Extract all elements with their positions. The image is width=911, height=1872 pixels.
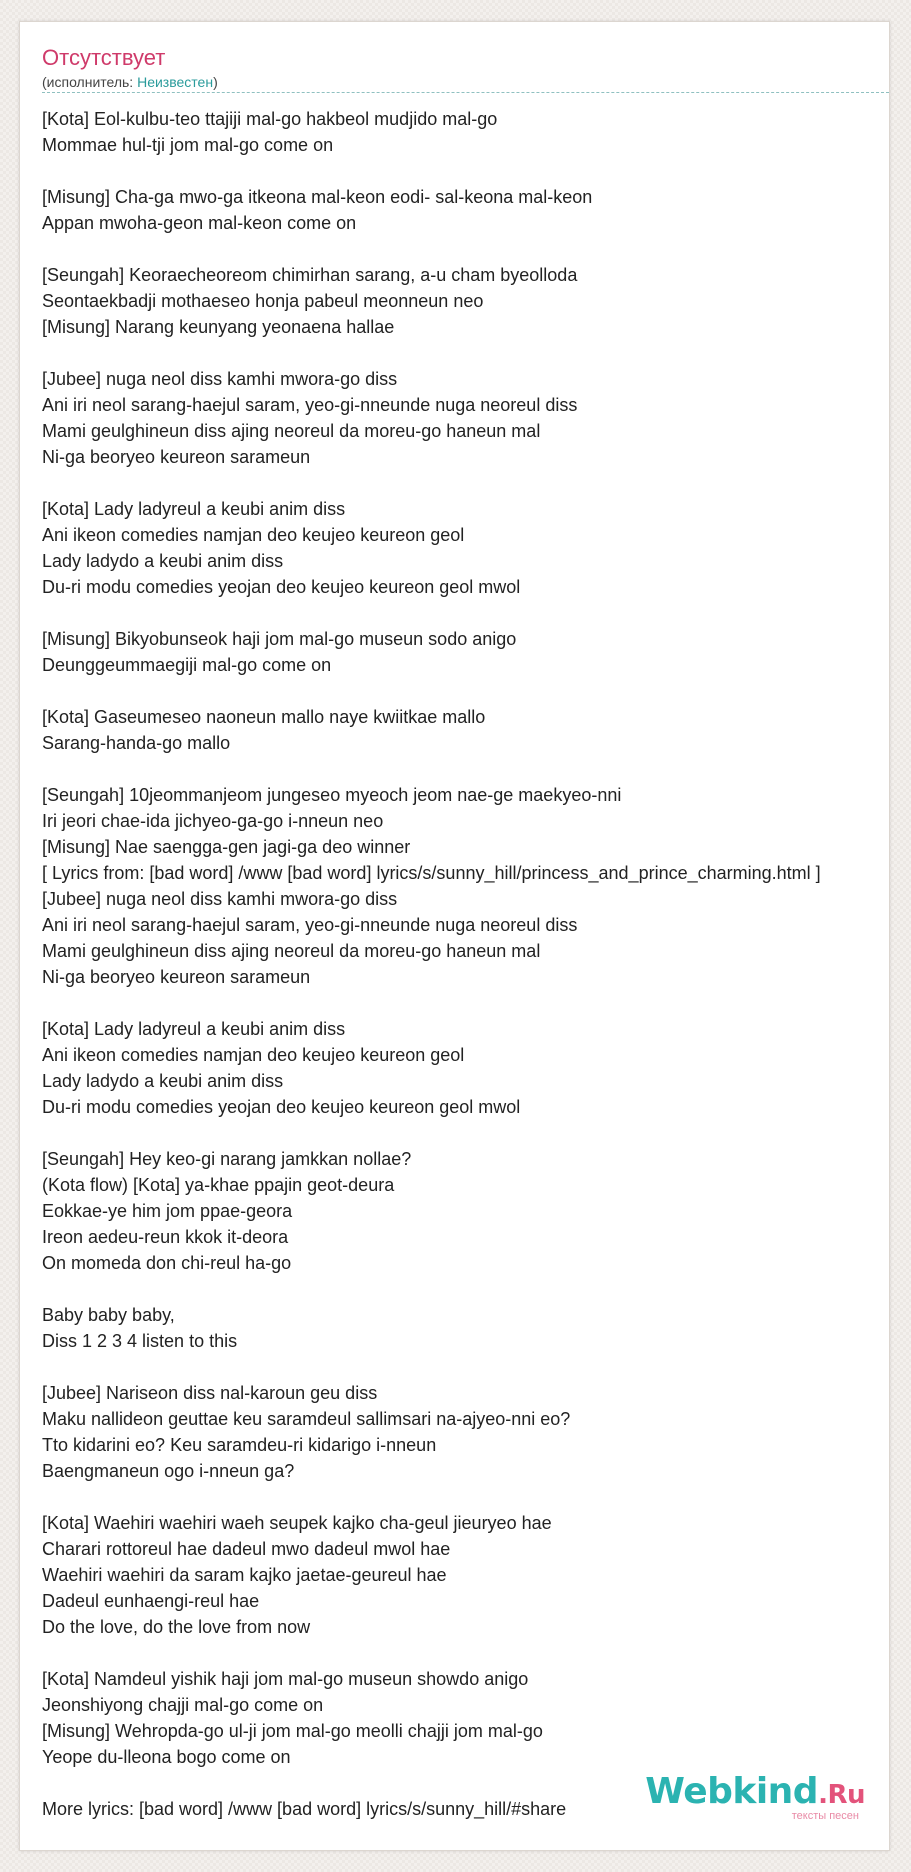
stanza-break [42, 236, 911, 262]
lyric-line: [Kota] Lady ladyreul a keubi anim diss [42, 1019, 346, 1039]
stanza-break [42, 158, 911, 184]
lyric-line: Do the love, do the love from now [42, 1617, 311, 1637]
lyric-line: Du-ri modu comedies yeojan deo keujeo keureon geol mwol [42, 577, 521, 597]
lyrics-body [42, 106, 911, 1822]
lyric-line: [Kota] Waehiri waehiri waeh seupek kajko cha-geul jieuryeo hae [42, 1513, 552, 1533]
lyric-line: Jeonshiyong chajji mal-go come on [42, 1695, 324, 1715]
lyric-line: Du-ri modu comedies yeojan deo keujeo keureon geol mwol [42, 1097, 521, 1117]
stanza-break [42, 990, 911, 1016]
lyric-line: Mommae hul-tji jom mal-go come on [42, 135, 334, 155]
logo-tagline: тексты песен [791, 1810, 859, 1822]
lyric-line: [Misung] Wehropda-go ul-ji jom mal-go meolli chajji jom mal-go [42, 1721, 543, 1741]
stanza-break [42, 600, 911, 626]
lyric-line: Charari rottoreul hae dadeul mwo dadeul mwol hae [42, 1539, 451, 1559]
lyric-line: [Misung] Nae saengga-gen jagi-ga deo winner [42, 837, 411, 857]
logo-wordmark [645, 1771, 865, 1813]
lyric-line: [Jubee] Nariseon diss nal-karoun geu diss [42, 1383, 378, 1403]
lyric-line: Lady ladydo a keubi anim diss [42, 1071, 284, 1091]
lyric-line: Ireon aedeu-reun kkok it-deora [42, 1227, 289, 1247]
stanza-break [42, 1120, 911, 1146]
lyric-line: On momeda don chi-reul ha-go [42, 1253, 292, 1273]
lyric-line: Ani iri neol sarang-haejul saram, yeo-gi-nneunde nuga neoreul diss [42, 395, 578, 415]
lyric-line: Lady ladydo a keubi anim diss [42, 551, 284, 571]
logo-tld: .Ru [818, 1780, 865, 1810]
lyric-line: Sarang-handa-go mallo [42, 733, 231, 753]
lyric-line: Maku nallideon geuttae keu saramdeul sallimsari na-ajyeo-nni eo? [42, 1409, 571, 1429]
lyric-line: Mami geulghineun diss ajing neoreul da moreu-go haneun mal [42, 421, 541, 441]
lyric-line: Ani ikeon comedies namjan deo keujeo keureon geol [42, 1045, 465, 1065]
lyric-line: Ni-ga beoryeo keureon sarameun [42, 447, 311, 467]
stanza-break [42, 1640, 911, 1666]
lyric-line: [ Lyrics from: [bad word] /www [bad word] lyrics/s/sunny_hill/princess_and_prince_charming.html ] [42, 863, 821, 883]
lyric-line: Waehiri waehiri da saram kajko jaetae-geureul hae [42, 1565, 447, 1585]
lyric-line: [Kota] Namdeul yishik haji jom mal-go museun showdo anigo [42, 1669, 529, 1689]
lyric-line: Ani ikeon comedies namjan deo keujeo keureon geol [42, 525, 465, 545]
stanza-break [42, 1484, 911, 1510]
artist-prefix: (исполнитель: [42, 74, 138, 90]
lyric-line: [Jubee] nuga neol diss kamhi mwora-go diss [42, 889, 398, 909]
lyric-line: [Jubee] nuga neol diss kamhi mwora-go diss [42, 369, 398, 389]
lyric-line: [Kota] Lady ladyreul a keubi anim diss [42, 499, 346, 519]
lyric-line: [Misung] Bikyobunseok haji jom mal-go museun sodo anigo [42, 629, 517, 649]
lyrics-card [19, 21, 890, 1851]
lyric-line: [Seungah] 10jeommanjeom jungeseo myeoch jeom nae-ge maekyeo-nni [42, 785, 622, 805]
artist-link[interactable]: Неизвестен [137, 74, 214, 90]
lyric-line: Tto kidarini eo? Keu saramdeu-ri kidarigo i-nneun [42, 1435, 437, 1455]
lyric-line: [Kota] Gaseumeseo naoneun mallo naye kwiitkae mallo [42, 707, 486, 727]
lyric-line: [Seungah] Hey keo-gi narang jamkkan nollae? [42, 1149, 412, 1169]
lyric-line: Ani iri neol sarang-haejul saram, yeo-gi-nneunde nuga neoreul diss [42, 915, 578, 935]
artist-suffix: ) [213, 74, 218, 90]
lyric-line: Eokkae-ye him jom ppae-geora [42, 1201, 293, 1221]
lyric-line: Deunggeummaegiji mal-go come on [42, 655, 332, 675]
lyric-line: [Seungah] Keoraecheoreom chimirhan sarang, a-u cham byeolloda [42, 265, 578, 285]
lyric-line: Yeope du-lleona bogo come on [42, 1747, 291, 1767]
lyric-line: Baby baby baby, [42, 1305, 175, 1325]
lyric-line: (Kota flow) [Kota] ya-khae ppajin geot-deura [42, 1175, 395, 1195]
lyric-line: [Misung] Narang keunyang yeonaena hallae [42, 317, 395, 337]
lyric-line: Dadeul eunhaengi-reul hae [42, 1591, 260, 1611]
lyric-line: Iri jeori chae-ida jichyeo-ga-go i-nneun neo [42, 811, 384, 831]
stanza-break [42, 470, 911, 496]
lyric-line: Ni-ga beoryeo keureon sarameun [42, 967, 311, 987]
lyric-line: [Kota] Eol-kulbu-teo ttajiji mal-go hakbeol mudjido mal-go [42, 109, 498, 129]
stanza-break [42, 756, 911, 782]
lyric-line: Mami geulghineun diss ajing neoreul da moreu-go haneun mal [42, 941, 541, 961]
lyric-line: Baengmaneun ogo i-nneun ga? [42, 1461, 295, 1481]
stanza-break [42, 340, 911, 366]
lyric-line: [Misung] Cha-ga mwo-ga itkeona mal-keon eodi- sal-keona mal-keon [42, 187, 593, 207]
stanza-break [42, 1354, 911, 1380]
artist-line [42, 73, 889, 93]
song-title: Отсутствует [42, 45, 166, 70]
lyric-line: Appan mwoha-geon mal-keon come on [42, 213, 357, 233]
logo-name: Webkind [645, 1771, 819, 1812]
lyric-line: More lyrics: [bad word] /www [bad word] lyrics/s/sunny_hill/#share [42, 1799, 567, 1819]
stanza-break [42, 678, 911, 704]
webkind-logo[interactable] [645, 1771, 865, 1822]
lyric-line: Seontaekbadji mothaeseo honja pabeul meonneun neo [42, 291, 484, 311]
stanza-break [42, 1276, 911, 1302]
lyric-line: Diss 1 2 3 4 listen to this [42, 1331, 238, 1351]
